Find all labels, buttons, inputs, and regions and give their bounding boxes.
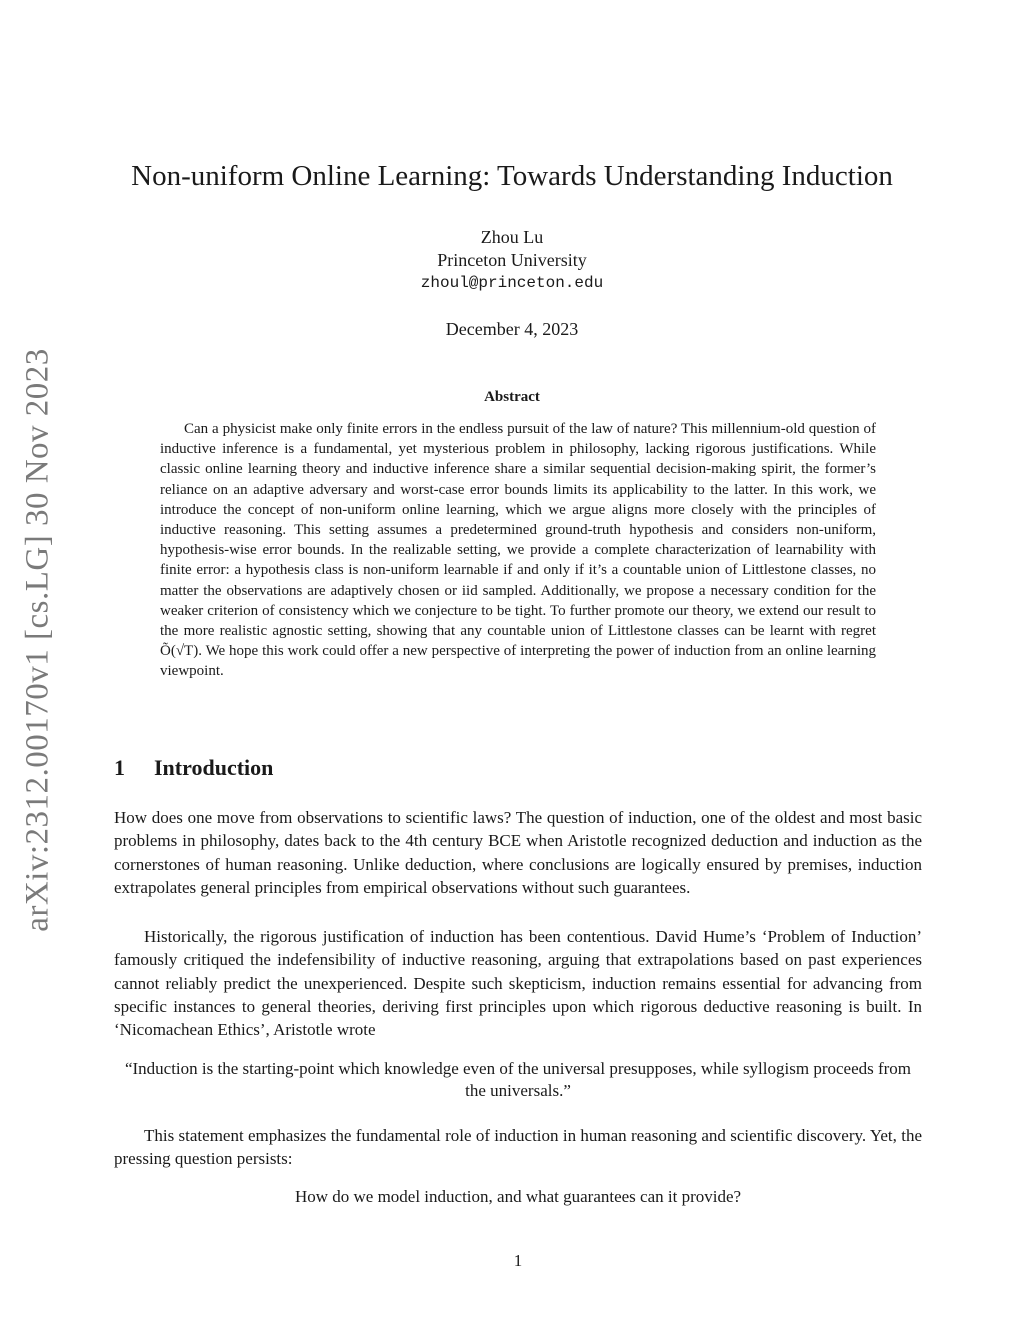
section-title: Introduction: [154, 755, 274, 780]
intro-paragraph-3: This statement emphasizes the fundamental role of induction in human reasoning and scientific discovery. Yet, the pressing question persists:: [114, 1126, 922, 1169]
author-block: [0, 226, 1024, 295]
paper-date: December 4, 2023: [445, 319, 579, 339]
aristotle-quote: “Induction is the starting-point which knowledge even of the universal presupposes, while syllogism proceeds from the universals.”: [124, 1059, 912, 1100]
author-email: zhoul@princeton.edu: [420, 274, 604, 292]
section-number: 1: [114, 755, 125, 780]
abstract-body: Can a physicist make only finite errors in the endless pursuit of the law of nature? This millennium-old question of inductive inference is a fundamental, yet mysterious problem in philosophy, lacking rigorous justifications. While classic online learning theory and inductive inference share a similar sequential decision-making spirit, the former’s reliance on an adaptive adversary and worst-case error bounds limits its applicability to the latter. In this work, we introduce the concept of non-uniform online learning, which we argue aligns more closely with the principles of inductive reasoning. This setting assumes a predetermined ground-truth hypothesis and considers non-uniform, hypothesis-wise error bounds. In the realizable setting, we provide a complete characterization of learnability with finite error: a hypothesis class is non-uniform learnable if and only if it’s a countable union of Littlestone classes, no matter the observations are adaptively chosen or iid sampled. Additionally, we propose a necessary condition for the weaker criterion of consistency which we conjecture to be tight. To further promote our theory, we extend our result to the more realistic agnostic setting, showing that any countable union of Littlestone classes can be learnt with regret Õ(√T). We hope this work could offer a new perspective of interpreting the power of induction from an online learning viewpoint.: [160, 421, 876, 680]
intro-paragraph-2: Historically, the rigorous justification of induction has been contentious. David Hume’s ‘Problem of Induction’ famously critiqued the indefensibility of inductive reasoning, arguing that extrapolations based on past experiences cannot reliably predict the unexperienced. Despite such skepticism, induction remains essential for advancing from specific instances to general theories, deriving first principles upon which rigorous deductive reasoning is built. In ‘Nicomachean Ethics’, Aristotle wrote: [114, 927, 922, 1040]
page-number: 1: [513, 1251, 523, 1270]
arxiv-identifier-stamp: [8, 0, 68, 1325]
author-affiliation: Princeton University: [437, 250, 587, 270]
arxiv-identifier-text: arXiv:2312.00170v1 [cs.LG] 30 Nov 2023: [19, 348, 56, 932]
section-heading: [114, 755, 273, 781]
intro-paragraph-1: How does one move from observations to scientific laws? The question of induction, one of the oldest and most basic problems in philosophy, dates back to the 4th century BCE when Aristotle recognized deduction and induction as the cornerstones of human reasoning. Unlike deduction, where conclusions are logically ensured by premises, induction extrapolates general principles from empirical observations without such guarantees.: [114, 808, 922, 897]
abstract-heading: Abstract: [484, 389, 540, 405]
central-question: How do we model induction, and what guarantees can it provide?: [294, 1187, 742, 1206]
author-name: Zhou Lu: [480, 227, 544, 247]
paper-title: Non-uniform Online Learning: Towards Understanding Induction: [131, 160, 893, 192]
